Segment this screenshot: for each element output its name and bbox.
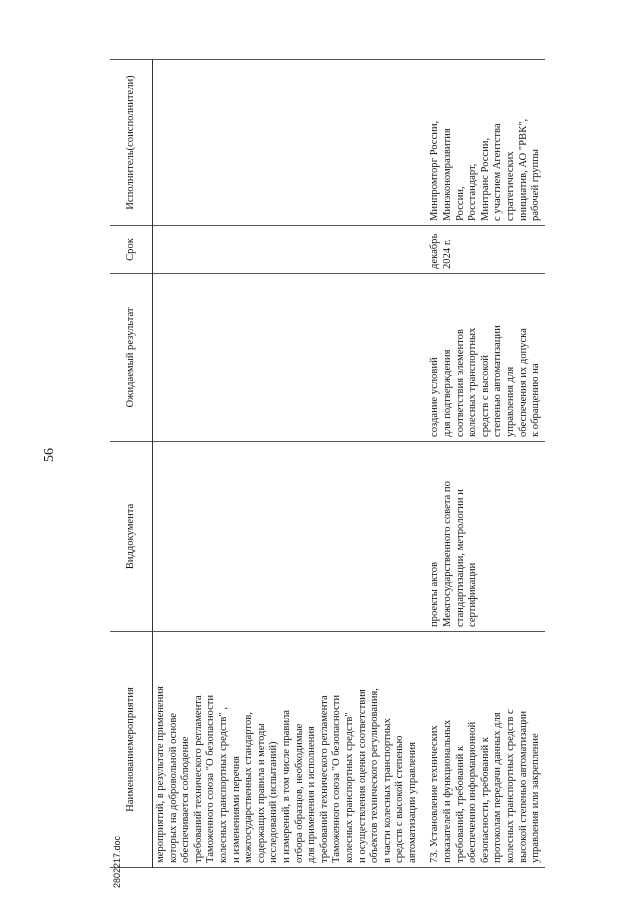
cell-deadline	[421, 226, 544, 274]
cell-line: объектов технического регулирования,	[369, 688, 381, 863]
cell-line: протоколам передачи данных для	[492, 712, 504, 863]
cell-line: для подтверждения	[442, 349, 454, 437]
cell-line: и изменениями перечня	[230, 755, 242, 863]
cell-line: с участием Агентства	[492, 123, 504, 221]
header-line: (соисполнители)	[125, 75, 136, 151]
cell-line: стратегических	[505, 151, 517, 221]
cell-line: колесных транспортных средств"	[343, 712, 355, 863]
cell-line: показателей и функциональных	[442, 719, 454, 863]
cell-line: требований технического регламента	[318, 695, 330, 863]
cell-doc-type	[153, 442, 422, 632]
cell-name	[421, 632, 544, 868]
cell-line: соответствия элементов	[454, 329, 466, 437]
header-doc-type	[110, 442, 153, 632]
cell-line: требований технического регламента	[192, 695, 204, 863]
header-line: документа	[125, 503, 136, 552]
cell-expected-result	[153, 274, 422, 442]
cell-line: средств с высокой степенью	[394, 735, 406, 863]
table-row	[421, 60, 544, 868]
cell-line: Минпромторг России,	[429, 120, 441, 221]
cell-line: колесных транспортных средств с	[505, 709, 517, 863]
cell-line: Минэкономразвития	[442, 128, 454, 221]
header-line: Ожидаемый результат	[125, 307, 136, 408]
cell-line: Минтранс России,	[479, 137, 491, 221]
header-line: Исполнитель	[125, 150, 136, 210]
header-expected-result	[110, 274, 153, 442]
page-number: 56	[42, 448, 57, 462]
cell-line: и измерений, в том числе правила	[280, 710, 292, 863]
cell-line: высокой степенью автоматизации	[517, 710, 529, 863]
header-name	[110, 632, 153, 868]
cell-line: России,	[454, 186, 466, 221]
header-line: Срок	[125, 238, 136, 261]
cell-line: к обращению на	[530, 363, 542, 437]
cell-line: Таможенного союза "О безопасности	[205, 694, 217, 863]
cell-line: содержащих правила и методы	[255, 723, 267, 863]
header-line: Вид	[125, 551, 136, 570]
cell-line: в части колесных транспортных	[381, 718, 393, 863]
cell-line: рабочей группы	[530, 148, 542, 221]
table-header-row	[110, 60, 153, 868]
header-line: мероприятия	[125, 687, 136, 746]
plan-table	[110, 59, 545, 868]
cell-line: создание условий	[429, 357, 441, 437]
table-row	[153, 60, 422, 868]
cell-line: степенью автоматизации	[492, 325, 504, 437]
cell-line: сертификации	[467, 562, 479, 627]
cell-line: мероприятий, в результате применения	[155, 686, 166, 863]
cell-line: исследований (испытаний)	[268, 741, 280, 863]
cell-line: автоматизации управления	[406, 742, 418, 863]
cell-line: которых на добровольной основе	[167, 713, 179, 863]
cell-line: инициатив, АО "РВК",	[517, 118, 529, 221]
cell-line: Таможенного союза "О безопасности	[331, 694, 343, 863]
cell-line: 2024 г.	[442, 239, 454, 269]
cell-line: проекты актов	[429, 562, 441, 627]
cell-line: для применения и исполнения	[306, 726, 318, 863]
header-deadline	[110, 226, 153, 274]
cell-line: 73. Установление технических	[429, 725, 441, 863]
cell-line: декабрь	[429, 233, 441, 269]
cell-line: обеспечению информационной	[467, 721, 479, 863]
cell-name	[153, 632, 422, 868]
cell-executor	[153, 60, 422, 226]
cell-line: отбора образцов, необходимые	[293, 723, 305, 863]
cell-line: управления или закрепление	[530, 733, 542, 863]
cell-line: и осуществления оценки соответствия	[356, 689, 368, 863]
header-executor	[110, 60, 153, 226]
cell-line: управления для	[505, 366, 517, 437]
cell-line: безопасности, требований к	[479, 737, 491, 863]
cell-line: обеспечивается соблюдение	[180, 736, 192, 863]
cell-line: средств с высокой	[479, 355, 491, 437]
cell-line: требований, требований к	[454, 745, 466, 863]
cell-deadline	[153, 226, 422, 274]
cell-line: колесных транспортных средств" ,	[217, 707, 229, 863]
cell-expected-result	[421, 274, 544, 442]
cell-line: межгосударственных стандартов,	[243, 712, 255, 863]
cell-line: обеспечения их допуска	[517, 328, 529, 437]
cell-line: колесных транспортных	[467, 327, 479, 437]
cell-doc-type	[421, 442, 544, 632]
rotated-page	[110, 60, 542, 868]
cell-line: Межгосударственного совета по	[442, 481, 454, 627]
cell-line: стандартизации, метрологии и	[454, 489, 466, 627]
cell-executor	[421, 60, 544, 226]
cell-line: Росстандарт,	[467, 163, 479, 221]
footer-filename: 2802217.doc	[112, 835, 122, 888]
header-line: Наименование	[125, 745, 136, 812]
